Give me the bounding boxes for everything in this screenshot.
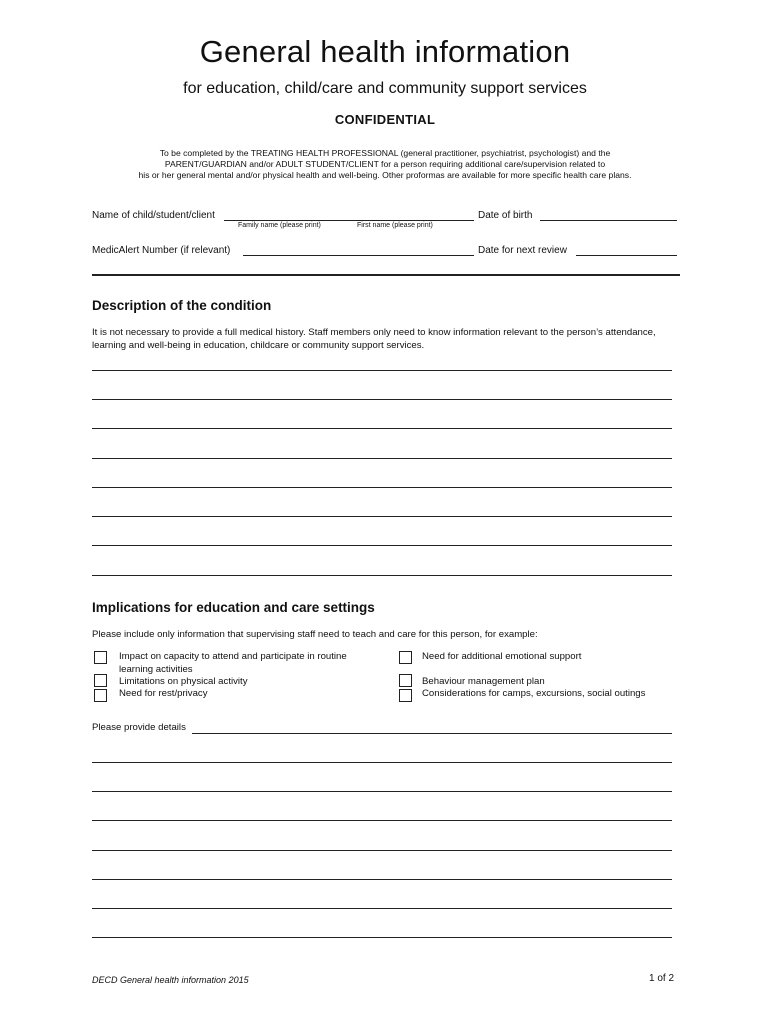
details-line[interactable] — [92, 762, 672, 763]
intro-line: PARENT/GUARDIAN and/or ADULT STUDENT/CLIENT for a person requiring additional care/supervision related to — [164, 159, 606, 169]
condition-line[interactable] — [92, 575, 672, 576]
intro-text — [0, 148, 770, 181]
details-line[interactable] — [92, 820, 672, 821]
option-behaviour-plan: Behaviour management plan — [422, 676, 545, 687]
checkbox-physical-activity[interactable] — [94, 674, 107, 687]
details-line[interactable] — [92, 850, 672, 851]
details-label: Please provide details — [92, 722, 186, 733]
checkbox-camps-excursions[interactable] — [399, 689, 412, 702]
condition-line[interactable] — [92, 370, 672, 371]
condition-line[interactable] — [92, 428, 672, 429]
option-camps-excursions: Considerations for camps, excursions, social outings — [422, 688, 646, 699]
medicalert-field[interactable] — [243, 255, 474, 256]
details-line[interactable] — [92, 879, 672, 880]
option-rest-privacy: Need for rest/privacy — [119, 688, 208, 699]
page-number: 1 of 2 — [649, 973, 675, 984]
family-name-hint: Family name (please print) — [238, 222, 321, 229]
review-label: Date for next review — [478, 245, 567, 256]
details-field[interactable] — [192, 733, 672, 734]
condition-line[interactable] — [92, 545, 672, 546]
option-impact-capacity: Impact on capacity to attend and participate in routine learning activities — [119, 651, 347, 675]
option-emotional-support: Need for additional emotional support — [422, 651, 582, 662]
option-physical-activity: Limitations on physical activity — [119, 676, 248, 687]
checkbox-emotional-support[interactable] — [399, 651, 412, 664]
condition-line[interactable] — [92, 516, 672, 517]
checkbox-rest-privacy[interactable] — [94, 689, 107, 702]
implications-text: Please include only information that supervising staff need to teach and care for this person, for example: — [92, 629, 538, 640]
review-date-field[interactable] — [576, 255, 677, 256]
checkbox-behaviour-plan[interactable] — [399, 674, 412, 687]
document-subtitle: for education, child/care and community support services — [183, 80, 587, 97]
medicalert-label: MedicAlert Number (if relevant) — [92, 245, 231, 256]
condition-line[interactable] — [92, 487, 672, 488]
intro-line: To be completed by the TREATING HEALTH PROFESSIONAL (general practitioner, psychiatrist, psychologist) and the — [159, 148, 611, 158]
details-line[interactable] — [92, 937, 672, 938]
dob-label: Date of birth — [478, 210, 533, 221]
checkbox-impact-capacity[interactable] — [94, 651, 107, 664]
name-field[interactable] — [224, 220, 474, 221]
condition-line[interactable] — [92, 458, 672, 459]
condition-line[interactable] — [92, 399, 672, 400]
section-divider — [92, 274, 680, 276]
condition-heading: Description of the condition — [92, 298, 272, 313]
intro-line: his or her general mental and/or physical health and well-being. Other proformas are available for more specific health care plans. — [138, 170, 632, 180]
first-name-hint: First name (please print) — [357, 222, 433, 229]
condition-text: It is not necessary to provide a full medical history. Staff members only need to know information relevant to the person’s attendance, learning and well-being in education, childcare or community support services. — [92, 327, 656, 351]
dob-field[interactable] — [540, 220, 677, 221]
implications-heading: Implications for education and care settings — [92, 600, 375, 615]
details-line[interactable] — [92, 908, 672, 909]
details-line[interactable] — [92, 791, 672, 792]
confidential-label: CONFIDENTIAL — [334, 112, 436, 127]
footer-document-name: DECD General health information 2015 — [92, 975, 249, 985]
name-label: Name of child/student/client — [92, 210, 215, 221]
document-title: General health information — [199, 34, 571, 69]
